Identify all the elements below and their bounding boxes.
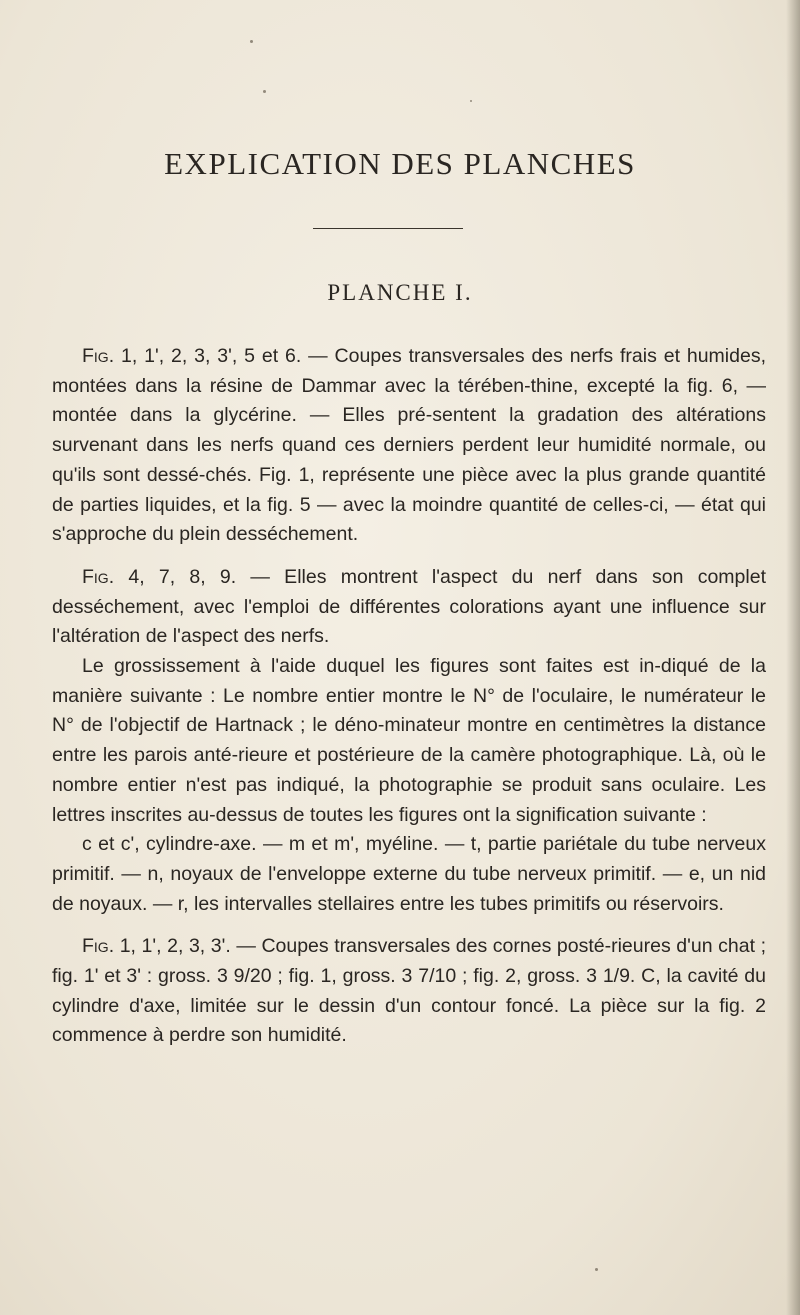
- fig-label: Fig.: [82, 345, 115, 367]
- paragraph-text: 1, 1', 2, 3, 3', 5 et 6. — Coupes transversales des nerfs frais et humides, montées dans la résine de Dammar avec la térében-thine, excepté la fig. 6, — montée dans la glycérine. — Elles pré-sentent la gradation des altérations survenant dans les nerfs quand ces derniers perdent leur humidité normale, ou qu'ils sont dessé-chés. Fig. 1, représente une pièce avec la plus grande quantité de parties liquides, et la fig. 5 — avec la moindre quantité de celles-ci, — état qui s'approche du plein desséchement.: [52, 345, 766, 546]
- speck: [470, 100, 472, 102]
- paragraph: [52, 563, 766, 652]
- paragraph-text: 4, 7, 8, 9. — Elles montrent l'aspect du nerf dans son complet desséchement, avec l'emploi de différentes colorations ayant une influence sur l'altération de l'aspect des nerfs.: [52, 565, 766, 648]
- page-edge-shadow: [786, 0, 800, 1315]
- paragraph-text: Le grossissement à l'aide duquel les figures sont faites est in-diqué de la manière suivante : Le nombre entier montre le N° de l'oculaire, le numérateur le N° de l'objectif de Hartnack ; le déno-minateur montre en centimètres la distance entre les parois anté-rieure et postérieure de la camère photographique. Là, où le nombre entier n'est pas indiqué, la photographie se produit sans oculaire. Les lettres inscrites au-dessus de toutes les figures ont la signification suivante :: [52, 655, 766, 826]
- speck: [595, 1268, 598, 1271]
- body-text: [52, 342, 766, 1051]
- title-rule: [313, 228, 463, 229]
- main-title: EXPLICATION DES PLANCHES: [164, 146, 636, 181]
- paragraph-text: 1, 1', 2, 3, 3'. — Coupes transversales des cornes posté-rieures d'un chat ; fig. 1' et 3' : gross. 3 9/20 ; fig. 1, gross. 3 7/10 ; fig. 2, gross. 3 1/9. C, la cavité du cylindre d'axe, limitée sur le dessin d'un contour foncé. La pièce sur la fig. 2 commence à perdre son humidité.: [52, 935, 766, 1047]
- paragraph: [52, 652, 766, 830]
- paragraph-text: c et c', cylindre-axe. — m et m', myéline. — t, partie pariétale du tube nerveux primitif. — n, noyaux de l'enveloppe externe du tube nerveux primitif. — e, un nid de noyaux. — r, les intervalles stellaires entre les tubes primitifs ou réservoirs.: [52, 833, 766, 915]
- paragraph: [52, 342, 766, 550]
- speck: [250, 40, 253, 43]
- fig-label: Fig.: [82, 935, 115, 958]
- paragraph: [52, 830, 766, 919]
- paragraph: [52, 932, 766, 1051]
- fig-label: Fig.: [82, 565, 115, 588]
- plate-title: PLANCHE I.: [327, 280, 473, 305]
- speck: [263, 90, 266, 93]
